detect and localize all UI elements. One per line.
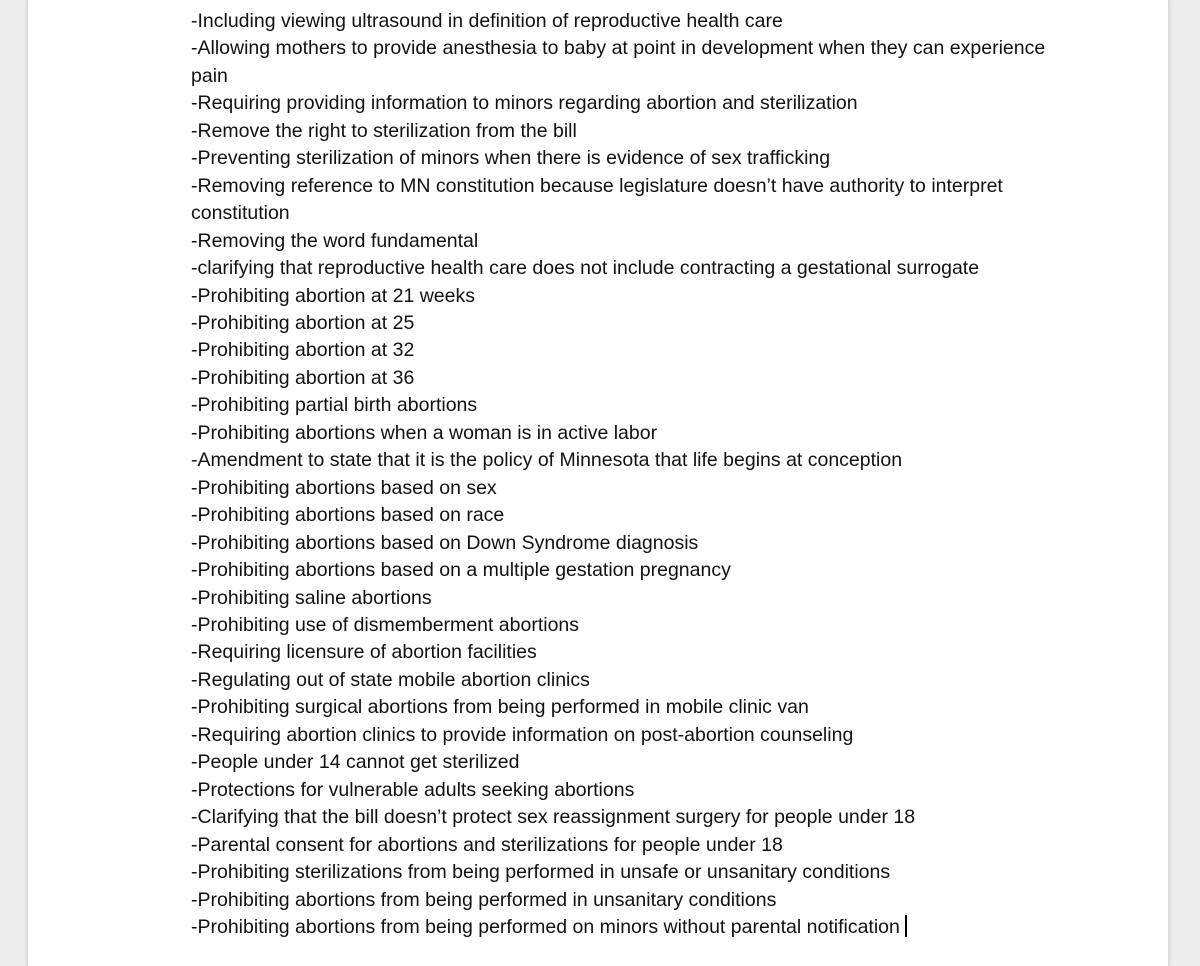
document-line[interactable]: -People under 14 cannot get sterilized (191, 751, 520, 774)
document-line[interactable]: -Prohibiting partial birth abortions (191, 394, 478, 417)
document-line[interactable]: -Amendment to state that it is the policy of Minnesota that life begins at conception (191, 449, 903, 472)
document-line[interactable]: -Preventing sterilization of minors when there is evidence of sex trafficking (191, 147, 831, 170)
document-body[interactable] (191, 8, 1071, 941)
document-line[interactable]: -Requiring licensure of abortion facilities (191, 641, 537, 664)
document-line[interactable]: -Removing the word fundamental (191, 229, 479, 252)
document-line[interactable]: -Prohibiting abortions based on sex (191, 476, 497, 499)
document-line[interactable]: -Allowing mothers to provide anesthesia to baby at point in development when they can experience pain (191, 37, 1046, 87)
document-line[interactable]: -Removing reference to MN constitution because legislature doesn’t have authority to interpret constitution (191, 174, 1003, 225)
document-line[interactable]: -Requiring providing information to minors regarding abortion and sterilization (191, 92, 858, 115)
document-line[interactable]: -Prohibiting abortions based on a multiple gestation pregnancy (191, 559, 731, 582)
document-line[interactable]: -Prohibiting surgical abortions from being performed in mobile clinic van (191, 696, 809, 719)
document-line[interactable]: -Prohibiting abortion at 32 (191, 339, 415, 362)
document-line[interactable]: -Prohibiting abortions based on Down Syndrome diagnosis (191, 531, 699, 554)
document-line[interactable]: -Prohibiting saline abortions (191, 586, 432, 609)
document-line[interactable]: -Clarifying that the bill doesn’t protect sex reassignment surgery for people under 18 (191, 806, 916, 829)
document-line[interactable]: -Including viewing ultrasound in definition of reproductive health care (191, 10, 783, 32)
document-line[interactable]: -Prohibiting abortions based on race (191, 504, 505, 527)
document-line[interactable]: -Regulating out of state mobile abortion clinics (191, 668, 590, 691)
document-line[interactable]: -clarifying that reproductive health care does not include contracting a gestational surrogate (191, 257, 980, 280)
document-line[interactable]: -Prohibiting abortions from being performed in unsanitary conditions (191, 888, 777, 911)
document-line-text[interactable]: -Prohibiting abortions from being performed on minors without parental notification (191, 915, 900, 938)
document-page[interactable] (27, 0, 1169, 966)
document-line[interactable]: -Requiring abortion clinics to provide information on post-abortion counseling (191, 723, 854, 746)
document-line[interactable]: -Parental consent for abortions and sterilizations for people under 18 (191, 833, 783, 856)
document-line[interactable]: -Remove the right to sterilization from the bill (191, 119, 577, 142)
document-line[interactable]: -Prohibiting abortions when a woman is in active labor (191, 421, 658, 444)
document-line[interactable]: -Prohibiting use of dismemberment abortions (191, 613, 580, 636)
document-line[interactable]: -Prohibiting sterilizations from being performed in unsafe or unsanitary conditions (191, 861, 891, 884)
document-line[interactable]: -Prohibiting abortion at 25 (191, 311, 415, 334)
document-line-last[interactable] (191, 914, 1071, 941)
document-line[interactable]: -Prohibiting abortion at 21 weeks (191, 284, 475, 307)
document-line[interactable]: -Prohibiting abortion at 36 (191, 366, 415, 389)
text-cursor (905, 915, 907, 937)
document-line[interactable]: -Protections for vulnerable adults seeking abortions (191, 778, 635, 801)
